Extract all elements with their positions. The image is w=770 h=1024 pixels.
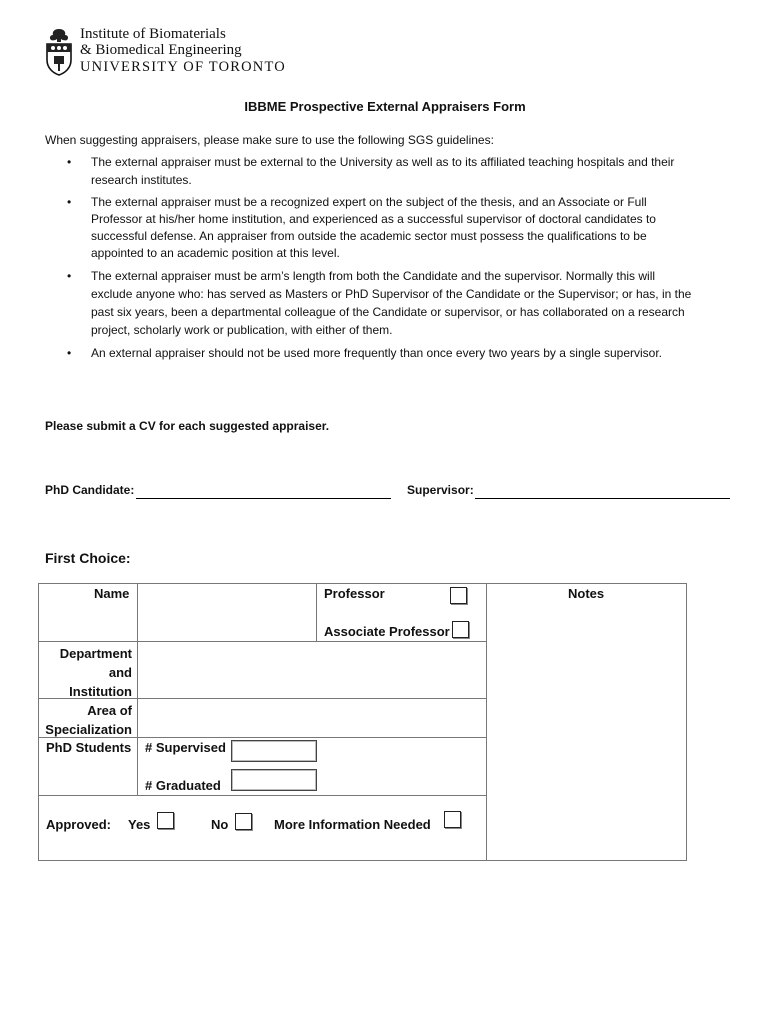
department-institution-field[interactable] [139,643,485,697]
guideline-item: • An external appraiser should not be used more frequently than once every two years by a single supervisor. [45,344,695,362]
approved-label: Approved: [46,817,111,832]
associate-professor-label: Associate Professor [324,624,450,639]
no-checkbox[interactable] [235,813,252,830]
graduated-label: # Graduated [145,778,221,793]
more-information-checkbox[interactable] [444,811,461,828]
cv-note: Please submit a CV for each suggested appraiser. [45,419,330,433]
name-label: Name [94,586,130,601]
first-choice-heading: First Choice: [45,550,131,566]
more-information-label: More Information Needed [274,817,431,832]
institute-logo [44,26,284,80]
university-crest-icon [44,28,74,76]
name-field[interactable] [139,585,315,640]
associate-professor-checkbox[interactable] [452,621,469,638]
graduated-count-input[interactable] [231,769,317,791]
professor-checkbox[interactable] [450,587,467,604]
department-institution-label: Department and Institution [59,646,132,699]
logo-department-name: & Biomedical Engineering [80,42,242,58]
appraiser-form-table [38,583,687,861]
area-of-specialization-field[interactable] [139,700,485,736]
logo-university-name: UNIVERSITY OF TORONTO [80,59,286,75]
form-title: IBBME Prospective External Appraisers Form [244,99,526,114]
no-label: No [211,817,229,832]
phd-students-label: PhD Students [46,740,132,755]
guideline-item: • The external appraiser must be arm’s length from both the Candidate and the supervisor. Normally this will exclude anyone who: has served as Masters or PhD Supervisor of the Candidate or the Supervisor; or has, in the past six years, been a departmental colleague of the Candidate or supervisor, or has collaborated on a research project, scholarly work or publication, with either of them. [45,267,695,339]
notes-label: Notes [568,586,605,601]
yes-label: Yes [128,817,151,832]
guideline-item: • The external appraiser must be external to the University as well as to its affiliated teaching hospitals and their research institutes. [45,153,695,189]
phd-candidate-label: PhD Candidate: [45,483,135,497]
supervisor-field[interactable] [475,498,730,499]
supervised-label: # Supervised [145,740,226,755]
guideline-item: • The external appraiser must be a recognized expert on the subject of the thesis, and an Associate or Full Professor at his/her home institution, and experienced as a successful supervisor of doctoral candidates to successful defense. An appraiser from outside the academic sector must possess the qualifications to be appointed to an academic position at this level. [45,194,695,262]
guidelines-list [45,153,695,367]
phd-candidate-field[interactable] [136,498,391,499]
supervised-count-input[interactable] [231,740,317,762]
area-of-specialization-label: Area of Specialization [45,703,132,737]
notes-field[interactable] [488,605,684,857]
supervisor-label: Supervisor: [407,483,474,497]
logo-institute-name: Institute of Biomaterials [80,26,226,42]
guidelines-intro: When suggesting appraisers, please make sure to use the following SGS guidelines: [45,133,494,147]
professor-label: Professor [324,586,385,601]
yes-checkbox[interactable] [157,812,174,829]
